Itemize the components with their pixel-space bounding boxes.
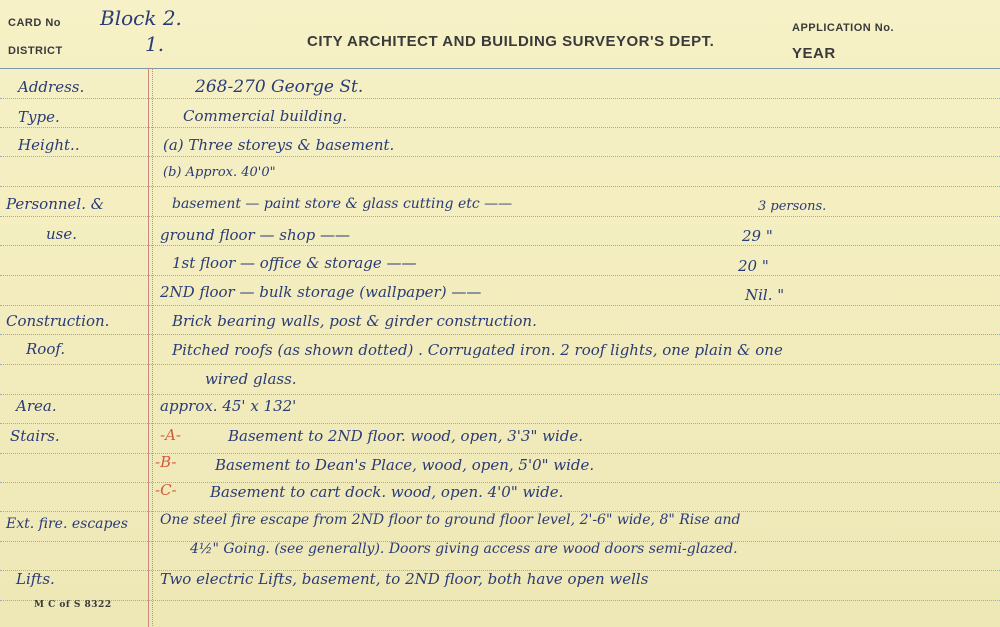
card-no-value: Block 2. bbox=[100, 6, 182, 30]
personnel-count: Nil. " bbox=[745, 286, 785, 304]
type-value: Commercial building. bbox=[183, 107, 347, 125]
construction-value: Brick bearing walls, post & girder construction. bbox=[172, 312, 537, 330]
label-personnel: Personnel. & bbox=[6, 195, 105, 213]
year-label: YEAR bbox=[792, 45, 836, 62]
label-use: use. bbox=[46, 225, 78, 243]
area-value: approx. 45' x 132' bbox=[160, 397, 297, 415]
label-address: Address. bbox=[18, 78, 85, 96]
label-lifts: Lifts. bbox=[16, 570, 55, 588]
stair-mark: -A- bbox=[160, 426, 181, 444]
lifts-value: Two electric Lifts, basement, to 2ND floor, both have open wells bbox=[160, 570, 649, 588]
height-a-value: (a) Three storeys & basement. bbox=[163, 136, 395, 154]
ruled-line bbox=[0, 245, 1000, 246]
ruled-line bbox=[0, 394, 1000, 395]
stair-description: Basement to cart dock. wood, open. 4'0" wide. bbox=[210, 483, 564, 501]
label-fire-escapes: Ext. fire. escapes bbox=[6, 516, 128, 532]
ruled-line bbox=[0, 156, 1000, 157]
form-code: M C of S 8322 bbox=[34, 600, 112, 610]
address-value: 268-270 George St. bbox=[195, 77, 364, 97]
ruled-line bbox=[0, 334, 1000, 335]
ruled-line bbox=[0, 186, 1000, 187]
ruled-line bbox=[0, 127, 1000, 128]
label-construction: Construction. bbox=[6, 312, 110, 330]
personnel-count: 29 " bbox=[742, 227, 773, 245]
personnel-floor: 1st floor — office & storage —— bbox=[172, 254, 417, 272]
ruled-line bbox=[0, 275, 1000, 276]
stair-mark: -B- bbox=[155, 453, 177, 471]
label-area: Area. bbox=[16, 397, 57, 415]
ruled-line bbox=[0, 305, 1000, 306]
fire-escapes-line-1: One steel fire escape from 2ND floor to ground floor level, 2'-6" wide, 8" Rise and bbox=[160, 512, 741, 528]
stair-mark: -C- bbox=[155, 481, 177, 499]
margin-line bbox=[148, 68, 149, 627]
personnel-count: 3 persons. bbox=[758, 199, 827, 214]
district-value: 1. bbox=[145, 32, 165, 56]
personnel-count: 20 " bbox=[738, 257, 769, 275]
ruled-line bbox=[0, 423, 1000, 424]
personnel-floor: ground floor — shop —— bbox=[160, 226, 351, 244]
ruled-line bbox=[0, 216, 1000, 217]
label-stairs: Stairs. bbox=[10, 427, 60, 445]
stair-description: Basement to Dean's Place, wood, open, 5'0" wide. bbox=[215, 456, 595, 474]
ruled-line bbox=[0, 98, 1000, 99]
ruled-line bbox=[0, 600, 1000, 601]
roof-value-line-2: wired glass. bbox=[205, 370, 297, 388]
personnel-floor: basement — paint store & glass cutting etc —— bbox=[172, 196, 513, 212]
card-no-label: CARD No bbox=[8, 17, 61, 29]
label-height: Height.. bbox=[18, 136, 80, 154]
ruled-line bbox=[0, 364, 1000, 365]
fire-escapes-line-2: 4½" Going. (see generally). Doors giving access are wood doors semi-glazed. bbox=[190, 541, 738, 557]
label-type: Type. bbox=[18, 108, 60, 126]
application-no-label: APPLICATION No. bbox=[792, 22, 895, 34]
label-roof: Roof. bbox=[26, 340, 66, 358]
header-rule bbox=[0, 68, 1000, 69]
margin-line bbox=[152, 68, 153, 627]
roof-value-line-1: Pitched roofs (as shown dotted) . Corrugated iron. 2 roof lights, one plain & one bbox=[172, 341, 783, 359]
personnel-floor: 2ND floor — bulk storage (wallpaper) —— bbox=[160, 283, 482, 301]
ruled-line bbox=[0, 453, 1000, 454]
district-label: DISTRICT bbox=[8, 45, 63, 57]
stair-description: Basement to 2ND floor. wood, open, 3'3" wide. bbox=[228, 427, 584, 445]
height-b-value: (b) Approx. 40'0" bbox=[163, 165, 276, 180]
dept-title: CITY ARCHITECT AND BUILDING SURVEYOR'S DEPT. bbox=[307, 33, 715, 50]
